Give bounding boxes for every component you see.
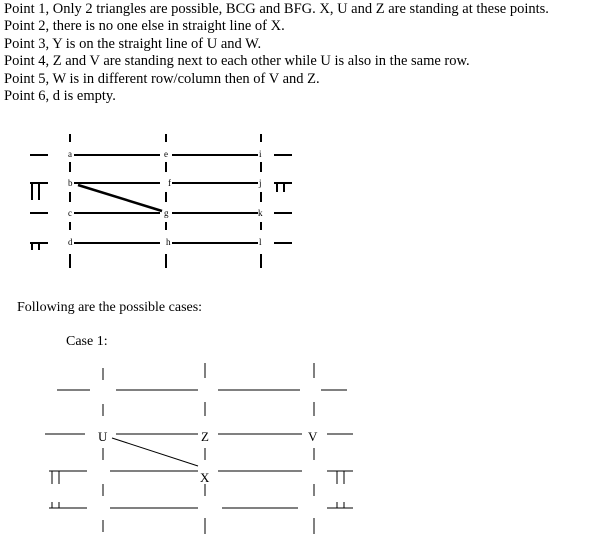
label-d: d: [68, 237, 73, 247]
point-1: Point 1, Only 2 triangles are possible, BCG and BFG. X, U and Z are standing at these points.: [4, 1, 549, 17]
label-c: c: [68, 208, 72, 218]
case-1-figure: [40, 360, 360, 540]
point-6: Point 6, d is empty.: [4, 88, 116, 105]
label-u: U: [98, 429, 108, 444]
point-3: Point 3, Y is on the straight line of U and W.: [4, 35, 262, 52]
label-a: a: [68, 149, 72, 159]
label-g: g: [164, 208, 169, 218]
cases-caption: Following are the possible cases:: [17, 300, 203, 315]
label-f: f: [168, 178, 171, 188]
diagonal-b-g: [78, 185, 162, 211]
label-b: b: [68, 178, 73, 188]
diagonal-u-x: [112, 438, 198, 466]
label-x: X: [200, 470, 210, 485]
label-k: k: [258, 208, 263, 218]
grid-figure: [30, 130, 300, 275]
label-e: e: [164, 149, 168, 159]
points-list: [4, 1, 609, 105]
label-v: V: [308, 429, 318, 444]
point-2: Point 2, there is no one else in straight line of X.: [4, 18, 285, 35]
label-z: Z: [201, 429, 209, 444]
label-i: i: [259, 149, 262, 159]
label-l: l: [259, 237, 262, 247]
label-h: h: [166, 237, 171, 247]
point-4: Point 4, Z and V are standing next to each other while U is also in the same row.: [4, 53, 470, 70]
point-5: Point 5, W is in different row/column then of V and Z.: [4, 70, 320, 87]
case-1-title: Case 1:: [66, 334, 108, 349]
label-j: j: [259, 178, 262, 188]
